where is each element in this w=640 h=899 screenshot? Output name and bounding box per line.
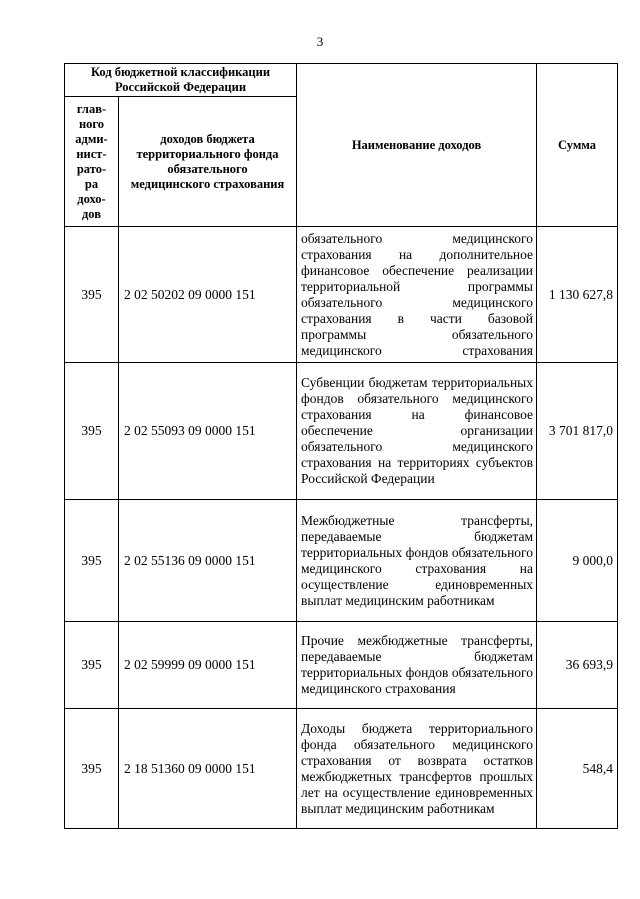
- row-admin-code: 395: [65, 709, 119, 829]
- row-admin-code: 395: [65, 227, 119, 363]
- row-income-code: 2 02 55136 09 0000 151: [119, 500, 297, 622]
- header-chief-administrator: глав- ного адми- нист- рато- ра дохо- дов: [65, 97, 119, 227]
- table-row: [65, 227, 618, 363]
- row-sum: 9 000,0: [537, 500, 618, 622]
- budget-classification-table: [64, 63, 618, 829]
- row-admin-code: 395: [65, 622, 119, 709]
- row-sum: 548,4: [537, 709, 618, 829]
- header-income-name: Наименование доходов: [297, 64, 537, 227]
- row-admin-code: 395: [65, 500, 119, 622]
- row-income-code: 2 02 50202 09 0000 151: [119, 227, 297, 363]
- row-income-code: 2 02 59999 09 0000 151: [119, 622, 297, 709]
- header-income-code: доходов бюджета территориального фонда обязательного медицинского страхования: [119, 97, 297, 227]
- page-number: 3: [316, 34, 324, 49]
- row-income-name: обязательного медицинского страхования на дополнительное финансовое обеспечение реализации территориальной программы обязательного медицинского страхования в части базовой программы обязательного медицинского страхования: [297, 227, 537, 363]
- table-header-row-group: [65, 64, 618, 97]
- row-income-code: 2 18 51360 09 0000 151: [119, 709, 297, 829]
- header-budget-classification-code: Код бюджетной классификации Российской Федерации: [65, 64, 297, 97]
- row-income-name: Прочие межбюджетные трансферты, передаваемые бюджетам территориальных фондов обязательного медицинского страхования: [297, 622, 537, 709]
- header-sum: Сумма: [537, 64, 618, 227]
- table-row: [65, 500, 618, 622]
- row-income-name: Межбюджетные трансферты, передаваемые бюджетам территориальных фондов обязательного медицинского страхования на осуществление единовременных выплат медицинским работникам: [297, 500, 537, 622]
- row-sum: 3 701 817,0: [537, 363, 618, 500]
- row-income-name: Доходы бюджета территориального фонда обязательного медицинского страхования от возврата остатков межбюджетных трансфертов прошлых лет на осуществление единовременных выплат медицинским работникам: [297, 709, 537, 829]
- row-income-code: 2 02 55093 09 0000 151: [119, 363, 297, 500]
- table-row: [65, 709, 618, 829]
- table-row: [65, 363, 618, 500]
- table-row: [65, 622, 618, 709]
- row-income-name: Субвенции бюджетам территориальных фондов обязательного медицинского страхования на финансовое обеспечение организации обязательного медицинского страхования на территориях субъектов Российской Федерации: [297, 363, 537, 500]
- row-sum: 36 693,9: [537, 622, 618, 709]
- row-admin-code: 395: [65, 363, 119, 500]
- row-sum: 1 130 627,8: [537, 227, 618, 363]
